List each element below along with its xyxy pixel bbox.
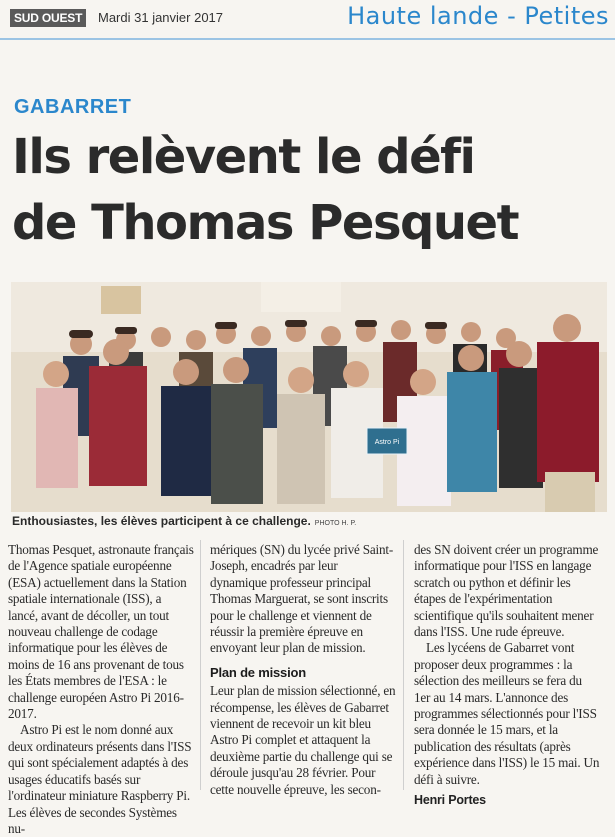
article-column-3 — [414, 542, 600, 809]
paragraph: mériques (SN) du lycée privé Saint-Joseph, encadrés par leur dynamique professeur principal Thomas Marguerat, se sont inscrits pour le challenge et viennent de réussir la première épreuve en envoyant leur plan de mission. — [210, 542, 394, 656]
paragraph: Leur plan de mission sélectionné, en récompense, les élèves de Gabarret viennent de recevoir un kit bleu Astro Pi complet et attaquent la deuxième partie du challenge qui se déroule jusqu'au 28 février. Pour cette nouvelle épreuve, les secon- — [210, 683, 396, 797]
astro-pi-box-label: Astro Pi — [374, 439, 400, 446]
article-kicker: GABARRET — [14, 96, 132, 118]
section-subhead: Plan de mission — [210, 664, 306, 680]
column-divider — [403, 540, 404, 790]
article-photo — [11, 282, 607, 512]
caption-text: Enthousiastes, les élèves participent à ce challenge. — [12, 514, 311, 528]
author-byline: Henri Portes — [414, 793, 486, 808]
photo-caption — [12, 514, 356, 528]
headline-line-2: de Thomas Pesquet — [12, 195, 519, 251]
section-title: Haute lande - Petites — [347, 2, 609, 30]
article-column-1 — [8, 542, 194, 837]
paragraph: des SN doivent créer un programme informatique pour l'ISS en langage scratch ou python et définir les étapes de l'expérimentation scientifique qu'ils souhaitent mener dans l'ISS. Une rude épreuve. — [414, 542, 599, 640]
article-headline — [12, 124, 612, 256]
newspaper-header — [0, 0, 615, 40]
newspaper-logo: SUD OUEST — [10, 9, 86, 27]
headline-line-1: Ils relèvent le défi — [12, 129, 475, 185]
group-photo-illustration — [11, 282, 607, 512]
photo-credit: PHOTO H. P. — [314, 520, 357, 527]
paragraph: Thomas Pesquet, astronaute français de l'Agence spatiale européenne (ESA) actuellement dans la Station spatiale internationale (ISS), a lancé, avant de décoller, un tout nouveau challenge de codage informatique pour les élèves de moins de 16 ans provenant de tous les États membres de l'ESA : le challenge européen Astro Pi 2016-2017. — [8, 542, 194, 722]
paragraph: Astro Pi est le nom donné aux deux ordinateurs présents dans l'ISS qui sont spécialement adaptés à des usages éducatifs basés sur l'ordinateur miniature Raspberry Pi. Les élèves de secondes Systèmes nu- — [8, 722, 192, 836]
paragraph: Les lycéens de Gabarret vont proposer deux programmes : la sélection des meilleurs se fera du 1er au 14 mars. L'annonce des programmes sélectionnés pour l'ISS sera donnée le 15 mars, et la publication des résultats (après expérience dans l'ISS) le 15 mai. Un défi à suivre. — [414, 640, 600, 787]
article-column-2 — [210, 542, 396, 798]
column-divider — [200, 540, 201, 790]
issue-date: Mardi 31 janvier 2017 — [98, 10, 224, 25]
